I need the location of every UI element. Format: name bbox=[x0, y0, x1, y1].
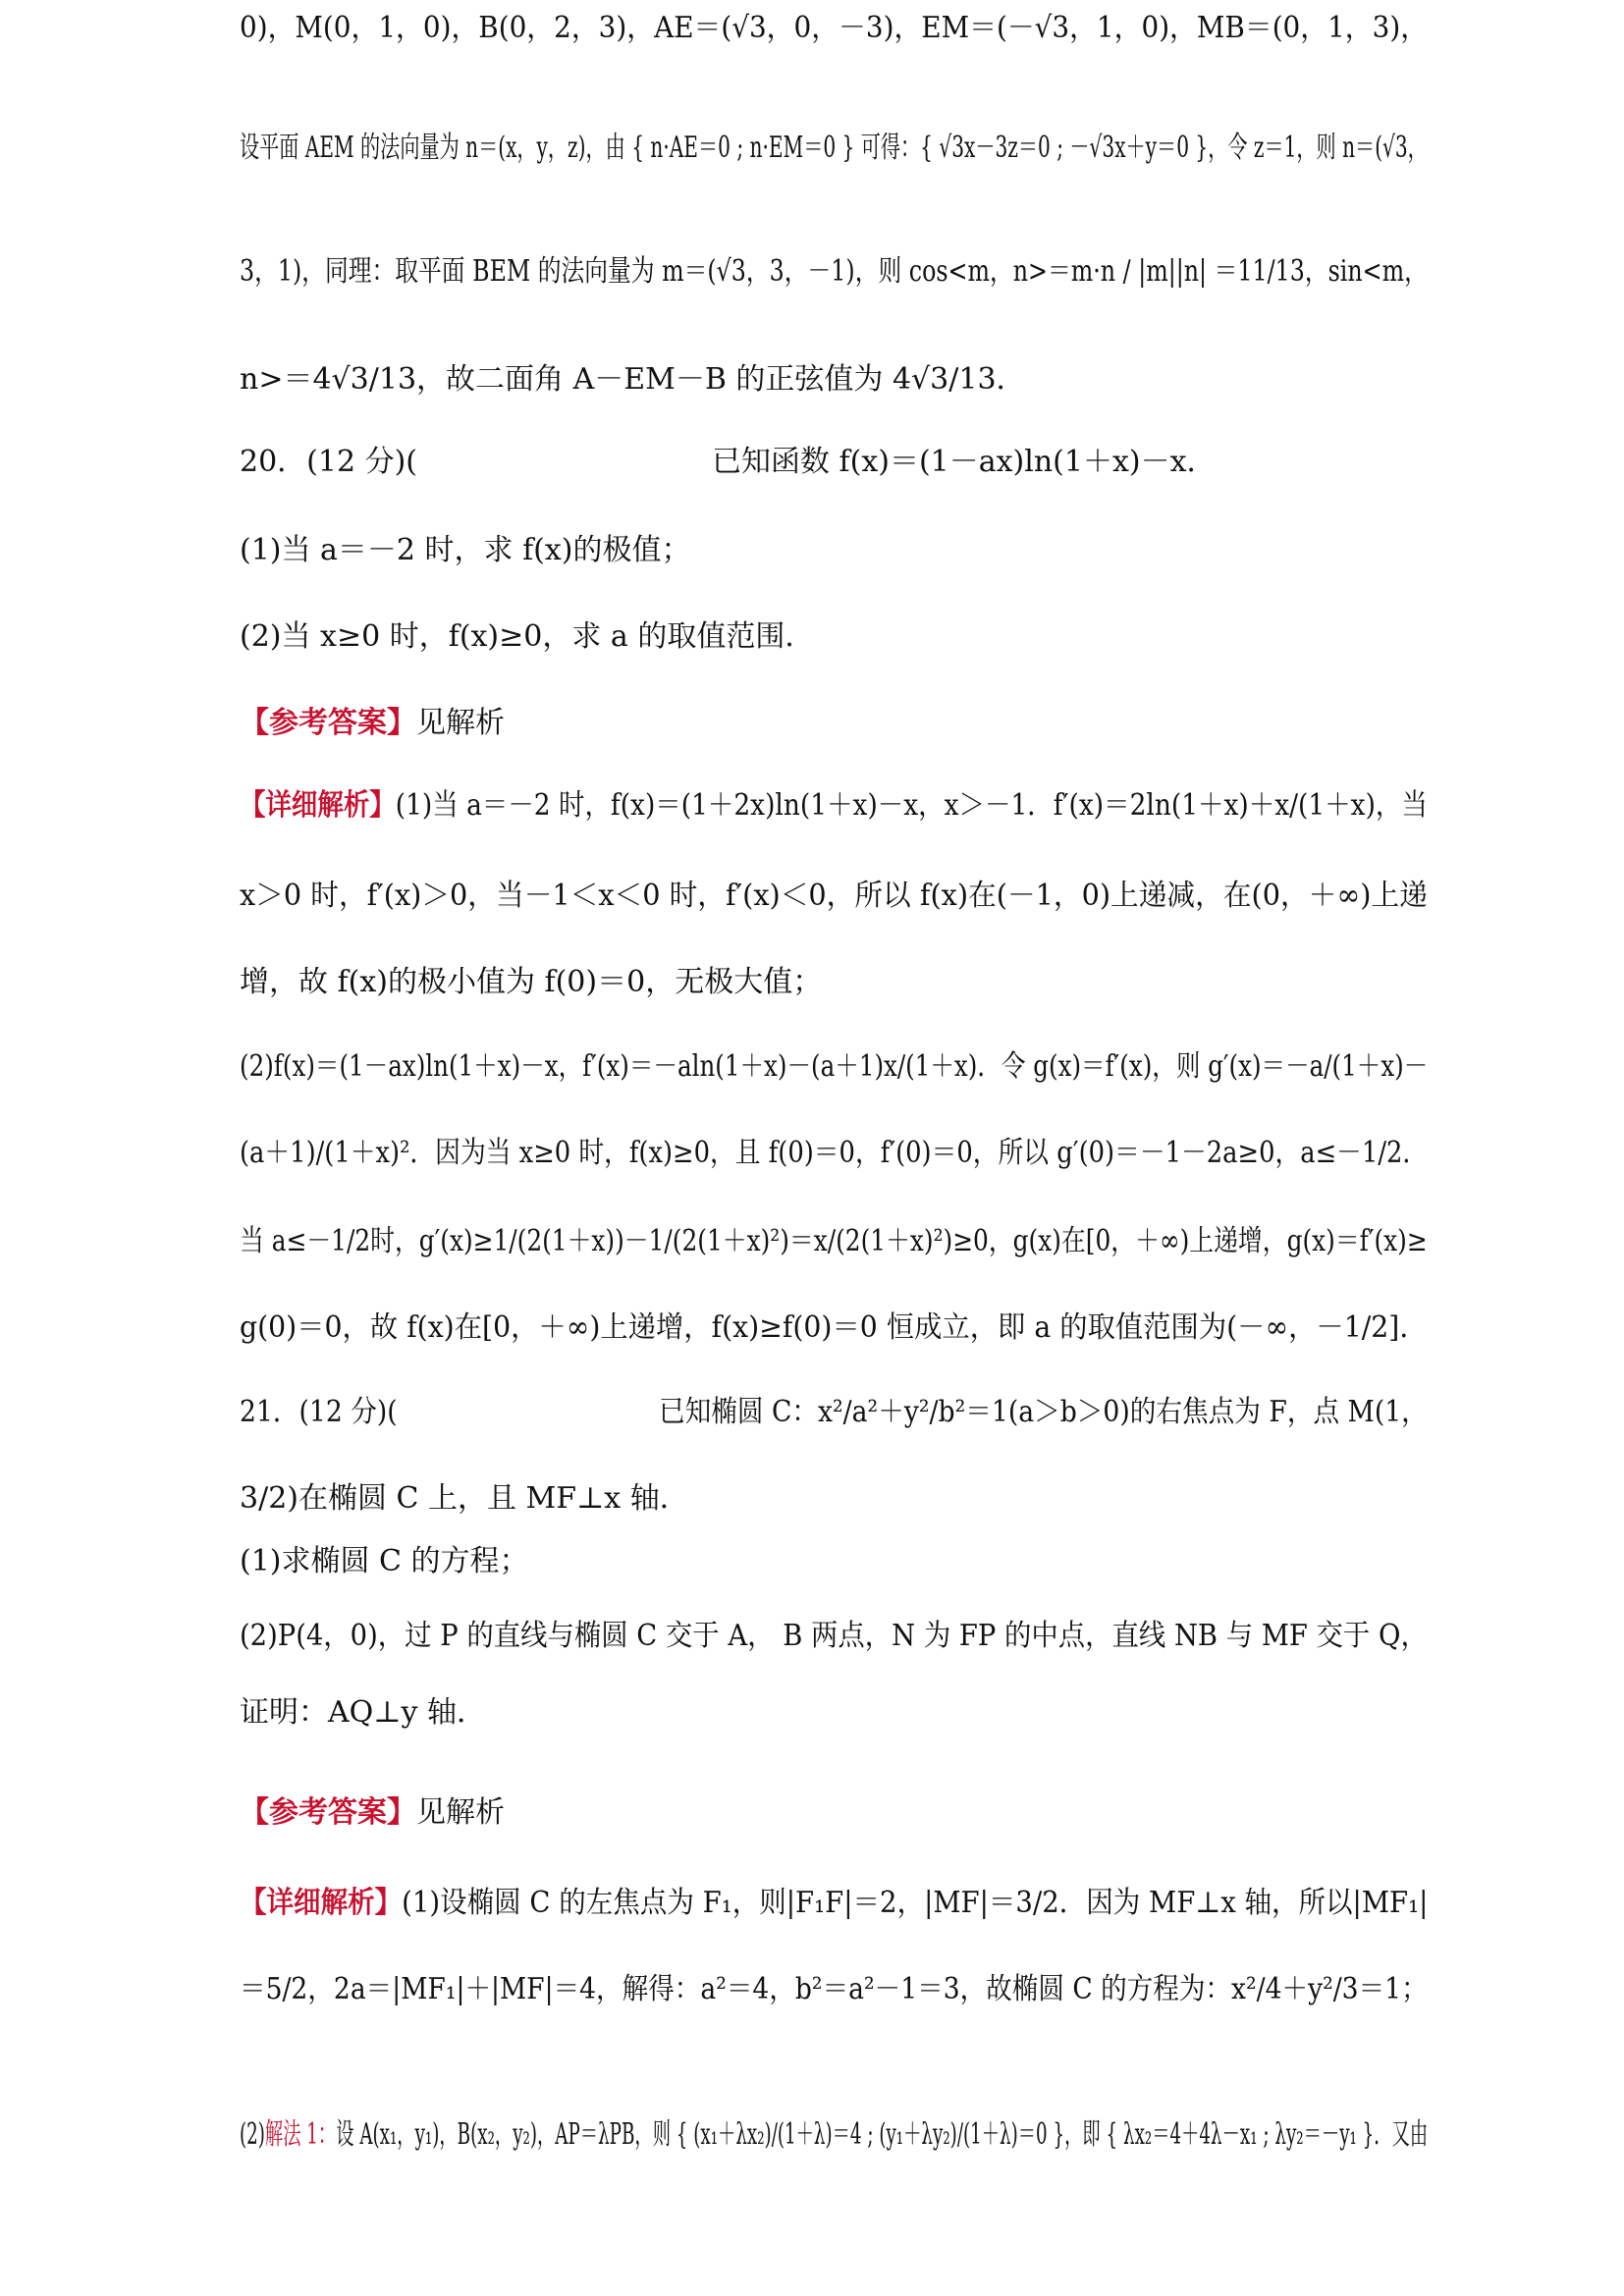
solution-20-line-7: g(0)＝0，故 f(x)在[0，＋∞)上递增，f(x)≥f(0)＝0 恒成立，即 a 的取值范围为(－∞，－1/2]． bbox=[240, 1310, 1428, 1345]
answer-text: 见解析 bbox=[416, 1795, 505, 1830]
solution-line-vectors: 0)，M(0，1，0)，B(0，2，3)，AE＝(√3，0，－3)，EM＝(－√3，1，0)，MB＝(0，1，3)， bbox=[240, 11, 1429, 45]
question-21-statement-cont: 3/2)在椭圆 C 上，且 MF⊥x 轴． bbox=[240, 1481, 689, 1516]
solution-20-line-3: 增，故 f(x)的极小值为 f(0)＝0，无极大值； bbox=[240, 965, 823, 999]
solution-line-normal-bem: 3，1)，同理：取平面 BEM 的法向量为 m＝(√3，3，－1)，则 cos<m，n>＝m·n / |m||n| ＝11/13，sin<m， bbox=[240, 254, 1428, 289]
solution-20-line-5: (a＋1)/(1＋x)²．因为当 x≥0 时，f(x)≥0，且 f(0)＝0，f′(0)＝0，所以 g′(0)＝－1－2a≥0，a≤－1/2． bbox=[240, 1136, 1429, 1170]
question-21-part-2: (2)P(4，0)，过 P 的直线与椭圆 C 交于 A， B 两点，N 为 FP 的中点，直线 NB 与 MF 交于 Q， bbox=[240, 1619, 1428, 1653]
answer-tag: 【参考答案】 bbox=[240, 706, 416, 740]
question-20-part-2: (2)当 x≥0 时，f(x)≥0，求 a 的取值范围． bbox=[240, 619, 815, 654]
detail-tag: 【详细解析】 bbox=[240, 788, 396, 823]
solution-21-line-2: ＝5/2，2a＝|MF₁|＋|MF|＝4，解得：a²＝4，b²＝a²－1＝3，故椭圆 C 的方程为：x²/4＋y²/3＝1； bbox=[240, 1972, 1428, 2006]
solution-21-line-1 bbox=[240, 1886, 1429, 1920]
question-20-part-1: (1)当 a＝－2 时，求 f(x)的极值； bbox=[240, 533, 691, 567]
question-20-header bbox=[240, 445, 1217, 479]
detail-tag: 【详细解析】 bbox=[240, 1886, 403, 1920]
answer-text: 见解析 bbox=[416, 706, 505, 740]
question-20-statement: 已知函数 f(x)＝(1－ax)ln(1＋x)－x． bbox=[712, 445, 1217, 479]
question-21-number: 21．(12 分)( bbox=[240, 1395, 398, 1429]
solution-21-line-3 bbox=[240, 2117, 1429, 2152]
question-21-statement: 已知椭圆 C：x²/a²＋y²/b²＝1(a＞b＞0)的右焦点为 F，点 M(1， bbox=[658, 1395, 1428, 1429]
solution-line-dihedral-sine: n>＝4√3/13，故二面角 A－EM－B 的正弦值为 4√3/13． bbox=[240, 362, 1026, 397]
answer-20 bbox=[240, 706, 505, 740]
solution-20-line-4: (2)f(x)＝(1－ax)ln(1＋x)－x，f′(x)＝－aln(1＋x)－(a＋1)x/(1＋x)．令 g(x)＝f′(x)，则 g′(x)＝－a/(1＋x)－ bbox=[240, 1049, 1429, 1084]
question-21-header bbox=[240, 1395, 1428, 1429]
method-1-tag: 解法 1： bbox=[264, 2117, 337, 2152]
question-21-part-1: (1)求椭圆 C 的方程； bbox=[240, 1544, 529, 1578]
question-20-number: 20．(12 分)( bbox=[240, 445, 417, 479]
answer-tag: 【参考答案】 bbox=[240, 1795, 416, 1830]
solution-21-text-1: (1)设椭圆 C 的左焦点为 F₁，则|F₁F|＝2，|MF|＝3/2．因为 MF⊥x 轴，所以|MF₁| bbox=[402, 1886, 1429, 1920]
solution-line-normal-aem: 设平面 AEM 的法向量为 n＝(x，y，z)，由 { n·AE＝0 ; n·EM＝0 } 可得：{ √3x－3z＝0 ; －√3x＋y＝0 }，令 z＝1，则 n＝(√3， bbox=[240, 131, 1428, 165]
solution-20-line-1 bbox=[240, 788, 1428, 823]
question-21-part-2-cont: 证明：AQ⊥y 轴． bbox=[240, 1695, 486, 1730]
solution-20-line-6: 当 a≤－1/2时，g′(x)≥1/(2(1＋x))－1/(2(1＋x)²)＝x/(2(1＋x)²)≥0，g(x)在[0，＋∞)上递增，g(x)＝f′(x)≥ bbox=[240, 1224, 1428, 1258]
solution-20-text-1: (1)当 a＝－2 时，f(x)＝(1＋2x)ln(1＋x)－x，x＞－1．f′(x)＝2ln(1＋x)＋x/(1＋x)，当 bbox=[395, 788, 1428, 823]
solution-20-line-2: x＞0 时，f′(x)＞0，当－1＜x＜0 时，f′(x)＜0，所以 f(x)在(－1，0)上递减，在(0，＋∞)上递 bbox=[240, 879, 1428, 913]
solution-21-text-3: 设 A(x₁，y₁)，B(x₂，y₂)，AP＝λPB，则 { (x₁＋λx₂)/(1＋λ)＝4 ; (y₁＋λy₂)/(1＋λ)＝0 }，即 { λx₂＝4＋4λ－x₁ ; λy₂＝－y₁ }．又由 bbox=[336, 2117, 1429, 2152]
answer-21 bbox=[240, 1795, 505, 1830]
solution-21-part-2-label: (2) bbox=[240, 2117, 265, 2152]
